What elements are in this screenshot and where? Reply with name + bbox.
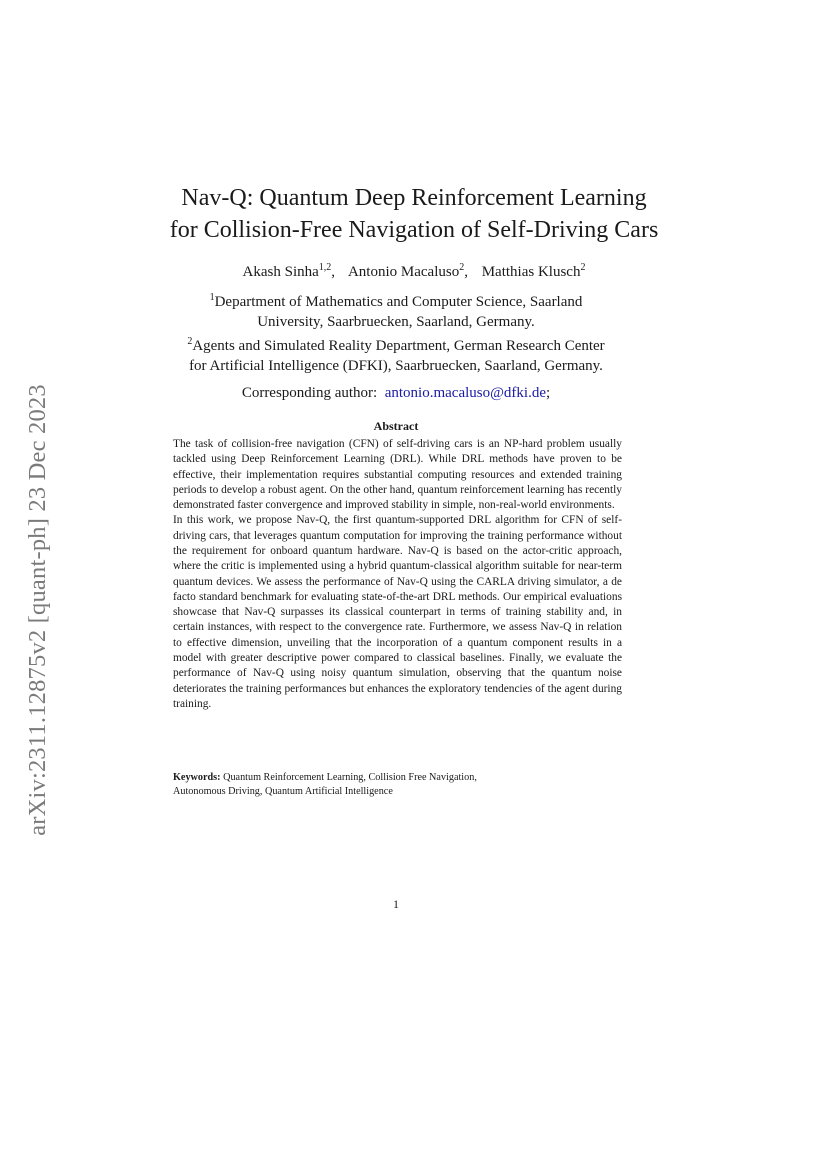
author-affiliation-marker: 2 xyxy=(459,262,465,273)
author-name: Akash Sinha xyxy=(242,264,319,280)
arxiv-identifier-text: arXiv:2311.12875v2 [quant-ph] 23 Dec 2023 xyxy=(24,384,52,836)
corresponding-author-email-link[interactable]: antonio.macaluso@dfki.de xyxy=(384,385,546,401)
page-number: 1 xyxy=(393,897,399,911)
affiliations xyxy=(0,288,792,376)
corresponding-author xyxy=(0,383,792,403)
affiliation-1-line-1 xyxy=(0,288,792,312)
affiliation-2-line-1 xyxy=(0,332,792,356)
paper-title xyxy=(0,182,828,246)
keywords-line-2: Autonomous Driving, Quantum Artificial Intelligence xyxy=(173,786,393,797)
author-name: Antonio Macaluso xyxy=(347,264,460,280)
author-separator: , xyxy=(331,264,336,280)
keywords-label: Keywords: xyxy=(173,772,221,783)
author-separator: , xyxy=(464,264,468,280)
corresponding-author-suffix: ; xyxy=(546,385,551,401)
affiliation-1-line-2: University, Saarbruecken, Saarland, Germany. xyxy=(257,314,535,330)
affiliation-2-line-2: for Artificial Intelligence (DFKI), Saarbruecken, Saarland, Germany. xyxy=(189,358,603,374)
author-affiliation-marker: 1,2 xyxy=(318,262,332,273)
keywords xyxy=(173,771,622,799)
abstract-body xyxy=(173,437,622,712)
keywords-line-1: Quantum Reinforcement Learning, Collision Free Navigation, xyxy=(223,772,477,783)
abstract-heading: Abstract xyxy=(373,419,419,433)
paper-title-line-1: Nav-Q: Quantum Deep Reinforcement Learning xyxy=(181,185,647,211)
affiliation-1-text-1: Department of Mathematics and Computer Science, Saarland xyxy=(214,294,583,310)
abstract-paragraph-1: The task of collision-free navigation (CFN) of self-driving cars is an NP-hard problem usually tackled using Deep Reinforcement Learning (DRL). While DRL methods have proven to be effective, their implementation requires substantial computing resources and extended training periods to develop a robust agent. On the other hand, quantum reinforcement learning has recently demonstrated faster convergence and improved stability in simple, non-real-world environments. xyxy=(173,438,622,512)
affiliation-2-text-1: Agents and Simulated Reality Department, German Research Center xyxy=(192,338,605,354)
author-list xyxy=(0,258,828,282)
author-affiliation-marker: 2 xyxy=(580,262,586,273)
affiliation-1-marker: 1 xyxy=(209,292,215,303)
abstract-paragraph-2: In this work, we propose Nav-Q, the first quantum-supported DRL algorithm for CFN of self-driving cars, that leverages quantum computation for improving the training performance without the requirement for onboard quantum hardware. Nav-Q is based on the actor-critic approach, where the critic is implemented using a hybrid quantum-classical algorithm suitable for near-term quantum devices. We assess the performance of Nav-Q using the CARLA driving simulator, a de facto standard benchmark for evaluating state-of-the-art DRL methods. Our empirical evaluations showcase that Nav-Q surpasses its classical counterpart in terms of training stability and, in certain instances, with respect to the convergence rate. Furthermore, we assess Nav-Q in relation to effective dimension, unveiling that the incorporation of a quantum component results in a model with greater descriptive power compared to classical baselines. Finally, we evaluate the performance of Nav-Q using noisy quantum simulation, observing that the quantum noise deteriorates the training performances but enhances the exploratory tendencies of the agent during training. xyxy=(173,514,622,710)
corresponding-author-label: Corresponding author: xyxy=(241,385,378,401)
affiliation-2-marker: 2 xyxy=(187,336,193,347)
author-name: Matthias Klusch xyxy=(481,264,581,280)
paper-title-line-2: for Collision-Free Navigation of Self-Driving Cars xyxy=(169,217,659,243)
